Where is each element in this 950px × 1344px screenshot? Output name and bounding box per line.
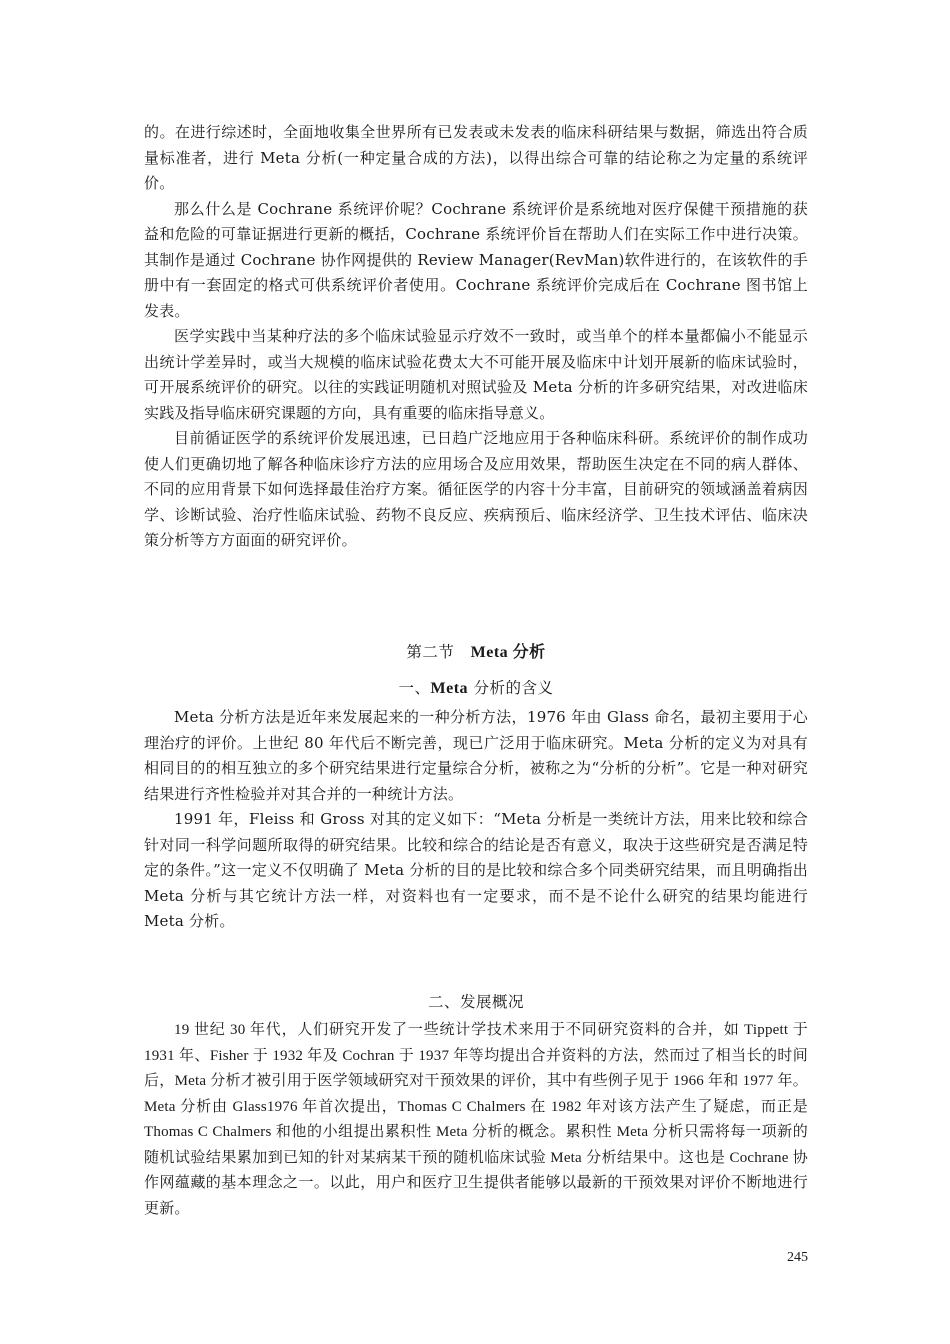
meta-definition-section <box>144 705 808 935</box>
subsection-title-definition <box>144 677 808 700</box>
paragraph-fleiss-gross: 1991 年，Fleiss 和 Gross 对其的定义如下：“Meta 分析是一类统计方法，用来比较和综合针对同一科学问题所取得的研究结果。比较和综合的结论是否有意义，取决于这些研究是否满足特定的条件。”这一定义不仅明确了 Meta 分析的目的是比较和综合多个同类研究结果，而且明确指出 Meta 分析与其它统计方法一样，对资料也有一定要求，而不是不论什么研究的结果均能进行 Meta 分析。 <box>144 810 808 930</box>
subsection-title-development: 二、发展概况 <box>427 993 524 1011</box>
subsection-title-rest: 分析的含义 <box>468 679 554 697</box>
development-section <box>144 1018 808 1222</box>
section-title-prefix: 第二节 <box>406 643 455 661</box>
paragraph-continuation: 的。在进行综述时，全面地收集全世界所有已发表或未发表的临床科研结果与数据，筛选出符合质量标准者，进行 Meta 分析(一种定量合成的方法)，以得出综合可靠的结论称之为定量的系统评价。 <box>144 123 808 192</box>
paragraph-development: 19 世纪 30 年代，人们研究开发了一些统计学技术来用于不同研究资料的合并，如 Tippett 于 1931 年、Fisher 于 1932 年及 Cochran 于 1937 年等均提出合并资料的方法，然而过了相当长的时间后，Meta 分析才被引用于医学领域研究对干预效果的评价，其中有些例子见于 1966 年和 1977 年。Meta 分析由 Glass1976 年首次提出，Thomas C Chalmers 在 1982 年对该方法产生了疑虑，而正是 Thomas C Chalmers 和他的小组提出累积性 Meta 分析的概念。累积性 Meta 分析只需将每一项新的随机试验结果累加到已知的针对某病某干预的随机临床试验 Meta 分析结果中。这也是 Cochrane 协作网蕴藏的基本理念之一。以此，用户和医疗卫生提供者能够以最新的干预效果对评价不断地进行更新。 <box>144 1022 808 1217</box>
section-title <box>144 641 808 664</box>
paragraph-current-development: 目前循证医学的系统评价发展迅速，已日趋广泛地应用于各种临床科研。系统评价的制作成功使人们更确切地了解各种临床诊疗方法的应用场合及应用效果，帮助医生决定在不同的病人群体、不同的应用背景下如何选择最佳治疗方案。循征医学的内容十分丰富，目前研究的领域涵盖着病因学、诊断试验、治疗性临床试验、药物不良反应、疾病预后、临床经济学、卫生技术评估、临床决策分析等方方面面的研究评价。 <box>144 429 808 549</box>
paragraph-cochrane: 那么什么是 Cochrane 系统评价呢？Cochrane 系统评价是系统地对医疗保健干预措施的获益和危险的可靠证据进行更新的概括，Cochrane 系统评价旨在帮助人们在实际工作中进行决策。其制作是通过 Cochrane 协作网提供的 Review Manager(RevMan)软件进行的，在该软件的手册中有一套固定的格式可供系统评价者使用。Cochrane 系统评价完成后在 Cochrane 图书馆上发表。 <box>144 199 808 320</box>
systematic-review-section <box>144 120 808 554</box>
page-number: 245 <box>787 1250 808 1265</box>
subsection-number: 一、 <box>398 679 431 697</box>
subsection-title-meta: Meta <box>430 680 469 697</box>
paragraph-meta-definition: Meta 分析方法是近年来发展起来的一种分析方法，1976 年由 Glass 命名，最初主要用于心理治疗的评价。上世纪 80 年代后不断完善，现已广泛用于临床研究。Meta 分析的定义为对具有相同目的的相互独立的多个研究结果进行定量综合分析，被称之为“分析的分析”。它是一种对研究结果进行齐性检验并对其合并的一种统计方法。 <box>144 708 808 803</box>
paragraph-clinical-practice: 医学实践中当某种疗法的多个临床试验显示疗效不一致时，或当单个的样本量都偏小不能显示出统计学差异时，或当大规模的临床试验花费太大不可能开展及临床中计划开展新的临床试验时，可开展系统评价的研究。以往的实践证明随机对照试验及 Meta 分析的许多研究结果，对改进临床实践及指导临床研究课题的方向，具有重要的临床指导意义。 <box>144 327 808 422</box>
section-title-main: Meta 分析 <box>470 644 546 661</box>
